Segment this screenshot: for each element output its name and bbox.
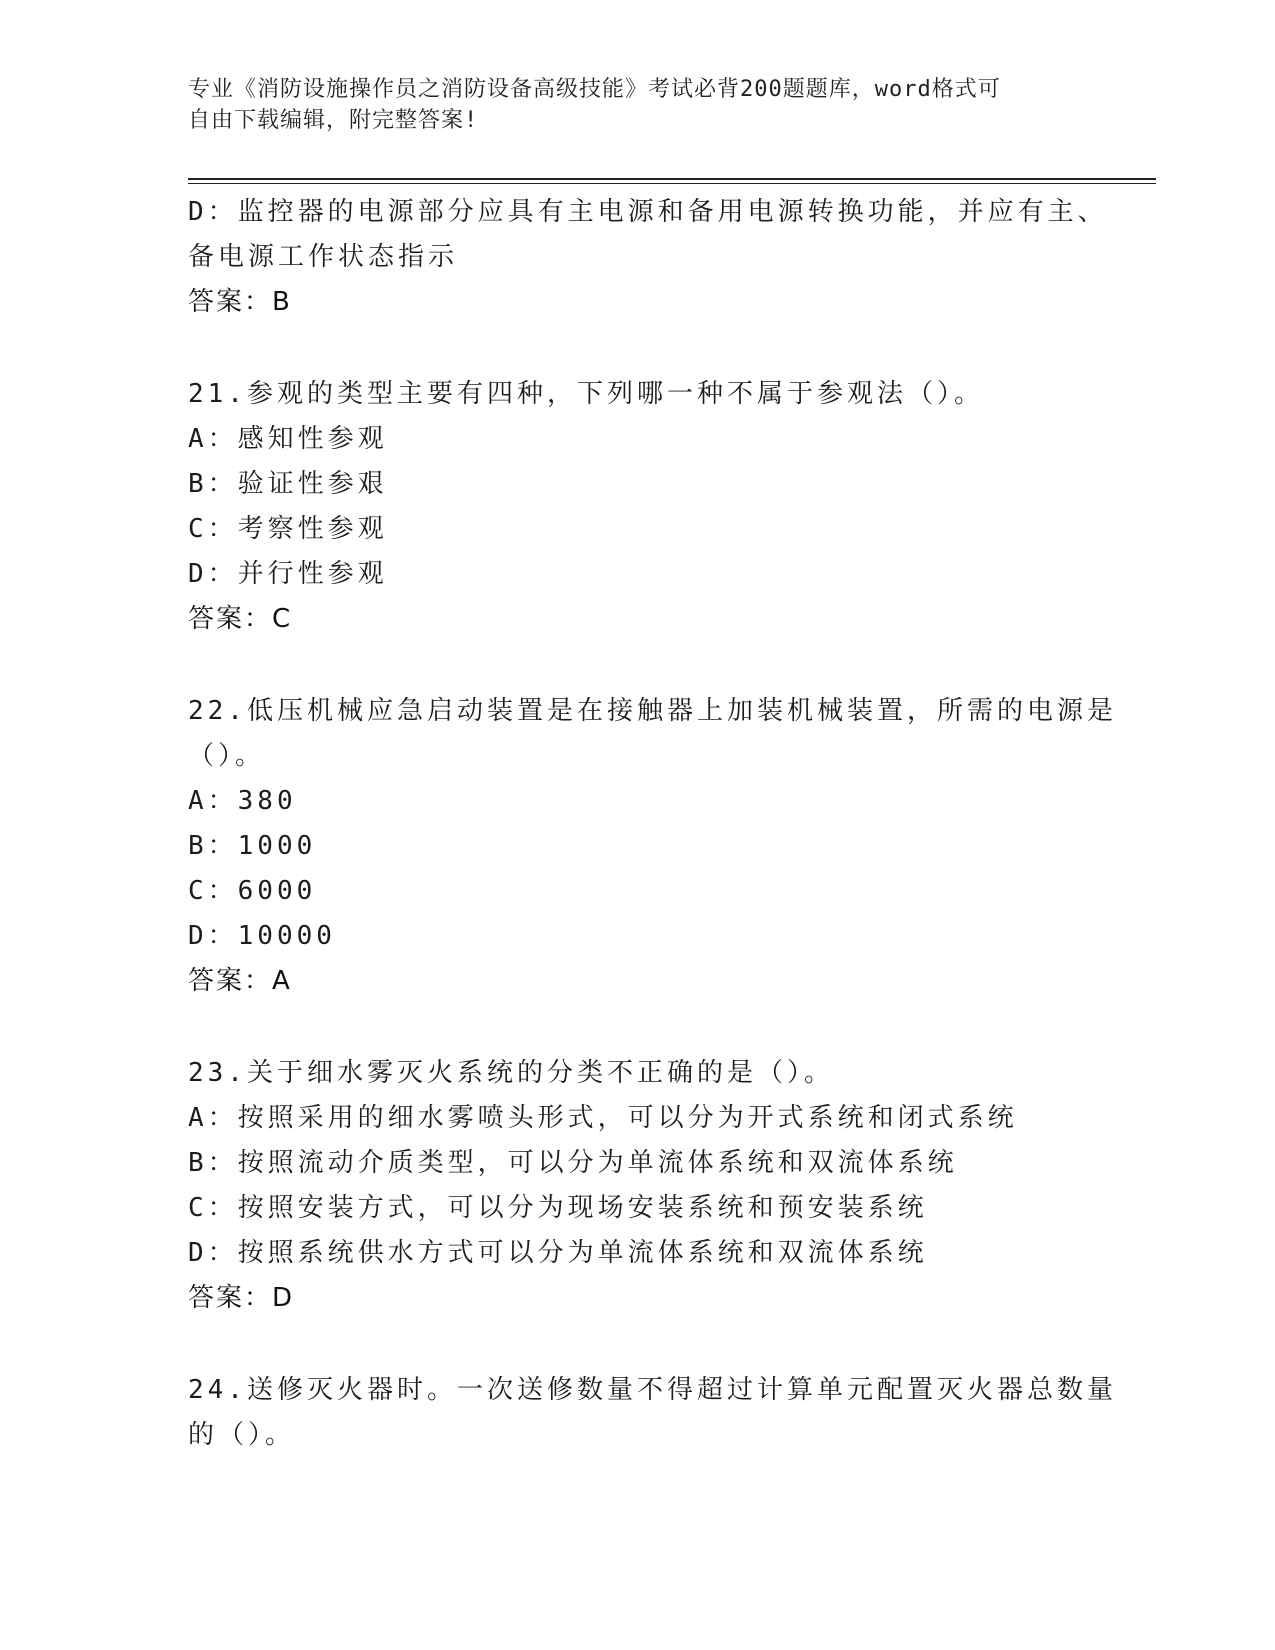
question-22-option-a: A：380 <box>188 786 297 816</box>
question-23-option-a: A：按照采用的细水雾喷头形式，可以分为开式系统和闭式系统 <box>188 1103 1018 1133</box>
answer-22: 答案：A <box>188 966 292 996</box>
answer-21: 答案：C <box>188 604 293 634</box>
question-21-option-a: A：感知性参观 <box>188 424 388 454</box>
document-header <box>188 74 1068 136</box>
question-24-stem-line-2: 的（）。 <box>188 1420 296 1450</box>
question-20-continuation <box>188 190 1108 325</box>
question-22-option-b: B：1000 <box>188 831 317 861</box>
answer-23: 答案：D <box>188 1283 295 1313</box>
option-d-line-1: D：监控器的电源部分应具有主电源和备用电源转换功能，并应有主、 <box>188 197 1108 227</box>
question-21-option-d: D：并行性参观 <box>188 559 388 589</box>
question-22-option-d: D：10000 <box>188 921 336 951</box>
question-22-stem-line-2: （）。 <box>188 741 266 771</box>
option-d-line-2: 备电源工作状态指示 <box>188 242 459 272</box>
question-24 <box>188 1368 1117 1458</box>
header-line-1: 专业《消防设施操作员之消防设备高级技能》考试必背200题题库，word格式可 <box>188 77 1001 102</box>
question-23 <box>188 1051 1088 1321</box>
question-22-stem-line-1: 22.低压机械应急启动装置是在接触器上加装机械装置，所需的电源是 <box>188 696 1117 726</box>
question-23-option-b: B：按照流动介质类型，可以分为单流体系统和双流体系统 <box>188 1148 958 1178</box>
question-21 <box>188 372 1088 642</box>
question-21-option-b: B：验证性参艰 <box>188 469 388 499</box>
question-23-option-c: C：按照安装方式，可以分为现场安装系统和预安装系统 <box>188 1193 928 1223</box>
question-22-option-c: C：6000 <box>188 876 317 906</box>
question-content <box>188 190 1117 1458</box>
question-23-option-d: D：按照系统供水方式可以分为单流体系统和双流体系统 <box>188 1238 928 1268</box>
question-23-stem: 23.关于细水雾灭火系统的分类不正确的是（）。 <box>188 1058 834 1088</box>
question-24-stem-line-1: 24.送修灭火器时。一次送修数量不得超过计算单元配置灭火器总数量 <box>188 1375 1117 1405</box>
question-22 <box>188 689 1117 1004</box>
answer-20: 答案：B <box>188 287 292 317</box>
question-21-option-c: C：考察性参观 <box>188 514 388 544</box>
header-divider-thin <box>188 183 1156 184</box>
header-line-2: 自由下载编辑，附完整答案! <box>188 108 479 133</box>
question-21-stem: 21.参观的类型主要有四种，下列哪一种不属于参观法（）。 <box>188 379 984 409</box>
header-divider-thick <box>188 178 1156 180</box>
